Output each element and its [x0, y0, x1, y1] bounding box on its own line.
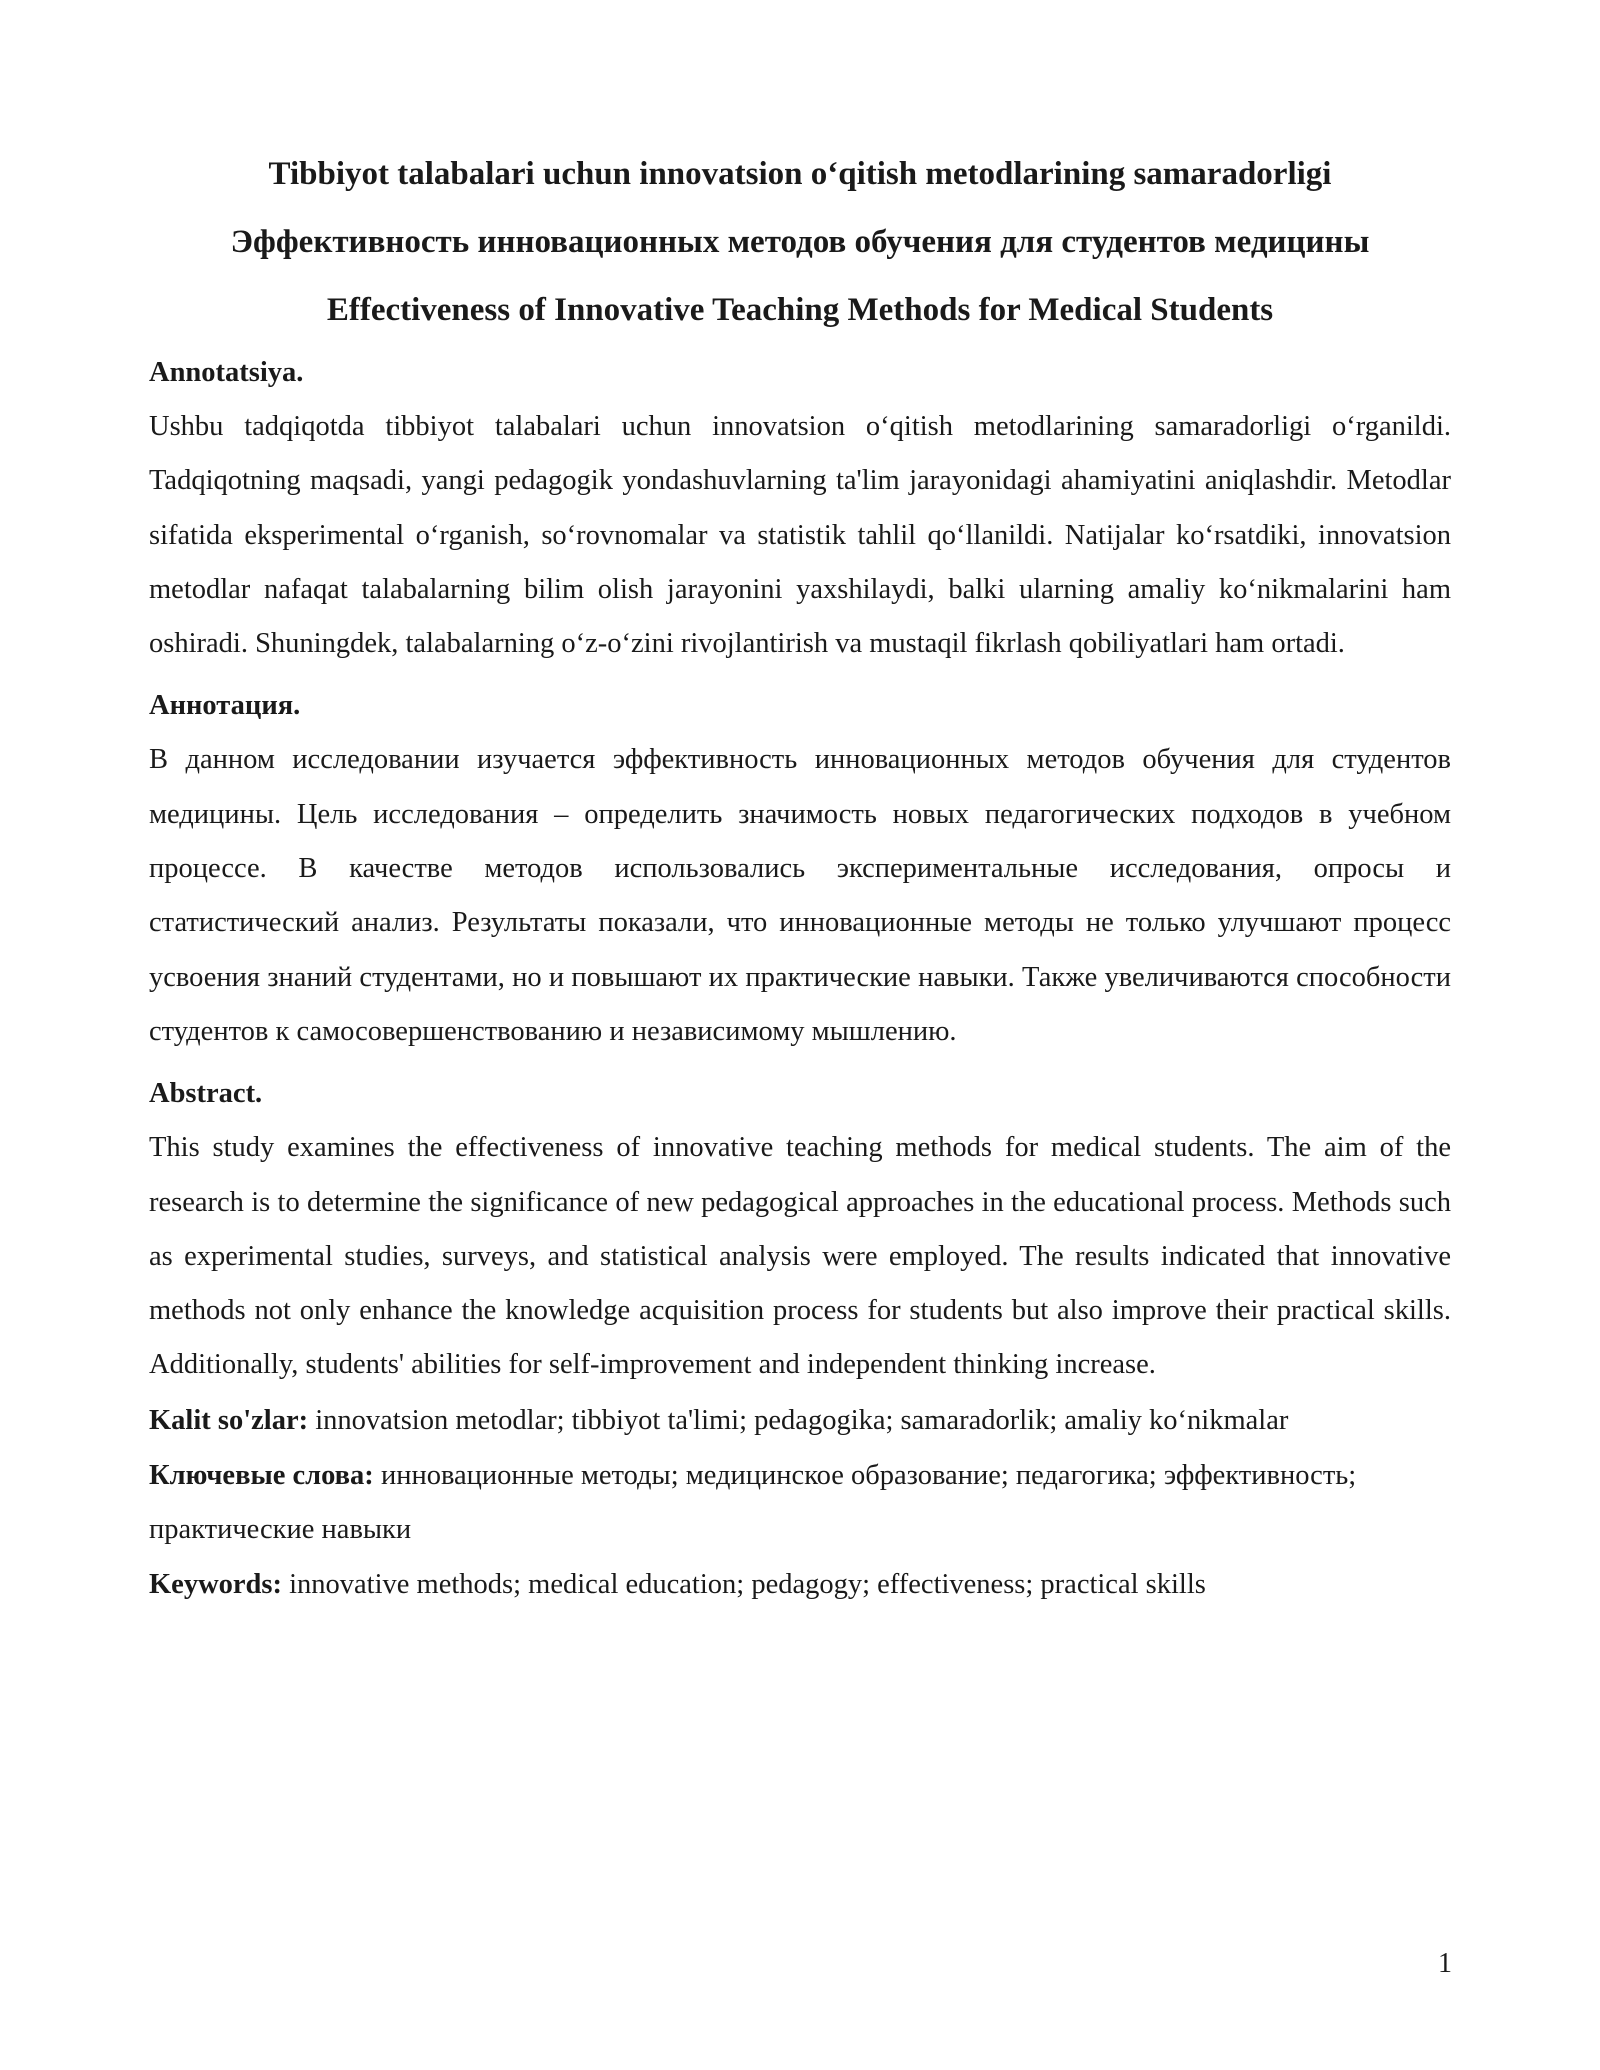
- title-uzbek: Tibbiyot talabalari uchun innovatsion o‘qitish metodlarining samaradorligi: [268, 156, 1332, 192]
- abstract-russian: [149, 679, 1451, 1059]
- abstract-russian-text: В данном исследовании изучается эффективность инновационных методов обучения для студентов медицины. Цель исследования – определить значимость новых педагогических подходов в учебном процессе. В качестве методов использовались экспериментальные исследования, опросы и статистический анализ. Результаты показали, что инновационные методы не только улучшают процесс усвоения знаний студентами, но и повышают их практические навыки. Также увеличиваются способности студентов к самосовершенствованию и независимому мышлению.: [149, 744, 1451, 1047]
- abstract-uzbek-text: Ushbu tadqiqotda tibbiyot talabalari uchun innovatsion o‘qitish metodlarining samaradorligi o‘rganildi. Tadqiqotning maqsadi, yangi pedagogik yondashuvlarning ta'lim jarayonidagi ahamiyatini aniqlashdir. Metodlar sifatida eksperimental o‘rganish, so‘rovnomalar va statistik tahlil qo‘llanildi. Natijalar ko‘rsatdiki, innovatsion metodlar nafaqat talabalarning bilim olish jarayonini yaxshilaydi, balki ularning amaliy ko‘nikmalarini ham oshiradi. Shuningdek, talabalarning o‘z-o‘zini rivojlantirish va mustaqil fikrlash qobiliyatlari ham ortadi.: [149, 411, 1451, 660]
- abstract-english-text: This study examines the effectiveness of innovative teaching methods for medical students. The aim of the research is to determine the significance of new pedagogical approaches in the educational process. Methods such as experimental studies, surveys, and statistical analysis were employed. The results indicated that innovative methods not only enhance the knowledge acquisition process for students but also improve their practical skills. Additionally, students' abilities for self-improvement and independent thinking increase.: [149, 1132, 1451, 1381]
- document-page: [149, 140, 1451, 1613]
- keywords-english-label: Keywords:: [149, 1568, 282, 1600]
- title-russian: Эффективность инновационных методов обучения для студентов медицины: [230, 224, 1370, 260]
- abstract-english-heading: Abstract.: [149, 1078, 263, 1110]
- keywords-russian-list: инновационные методы; медицинское образование; педагогика; эффективность; практические навыки: [149, 1459, 1357, 1545]
- keywords-uzbek-label: Kalit so'zlar:: [149, 1404, 309, 1436]
- keywords-russian-label: Ключевые слова:: [149, 1459, 374, 1491]
- keywords-english-list: innovative methods; medical education; pedagogy; effectiveness; practical skills: [281, 1568, 1206, 1600]
- page-number: 1: [1438, 1948, 1452, 1979]
- abstract-russian-heading: Аннотация.: [149, 690, 301, 722]
- keywords-english: [149, 1557, 1451, 1613]
- abstract-english: [149, 1067, 1451, 1392]
- keywords-russian: [149, 1449, 1451, 1557]
- abstract-uzbek-heading: Annotatsiya.: [149, 357, 304, 388]
- abstract-uzbek: [149, 346, 1451, 671]
- keywords-uzbek-list: innovatsion metodlar; tibbiyot ta'limi; pedagogika; samaradorlik; amaliy ko‘nikmalar: [308, 1404, 1289, 1436]
- keywords-uzbek: [149, 1393, 1451, 1449]
- title-english: Effectiveness of Innovative Teaching Methods for Medical Students: [326, 292, 1274, 328]
